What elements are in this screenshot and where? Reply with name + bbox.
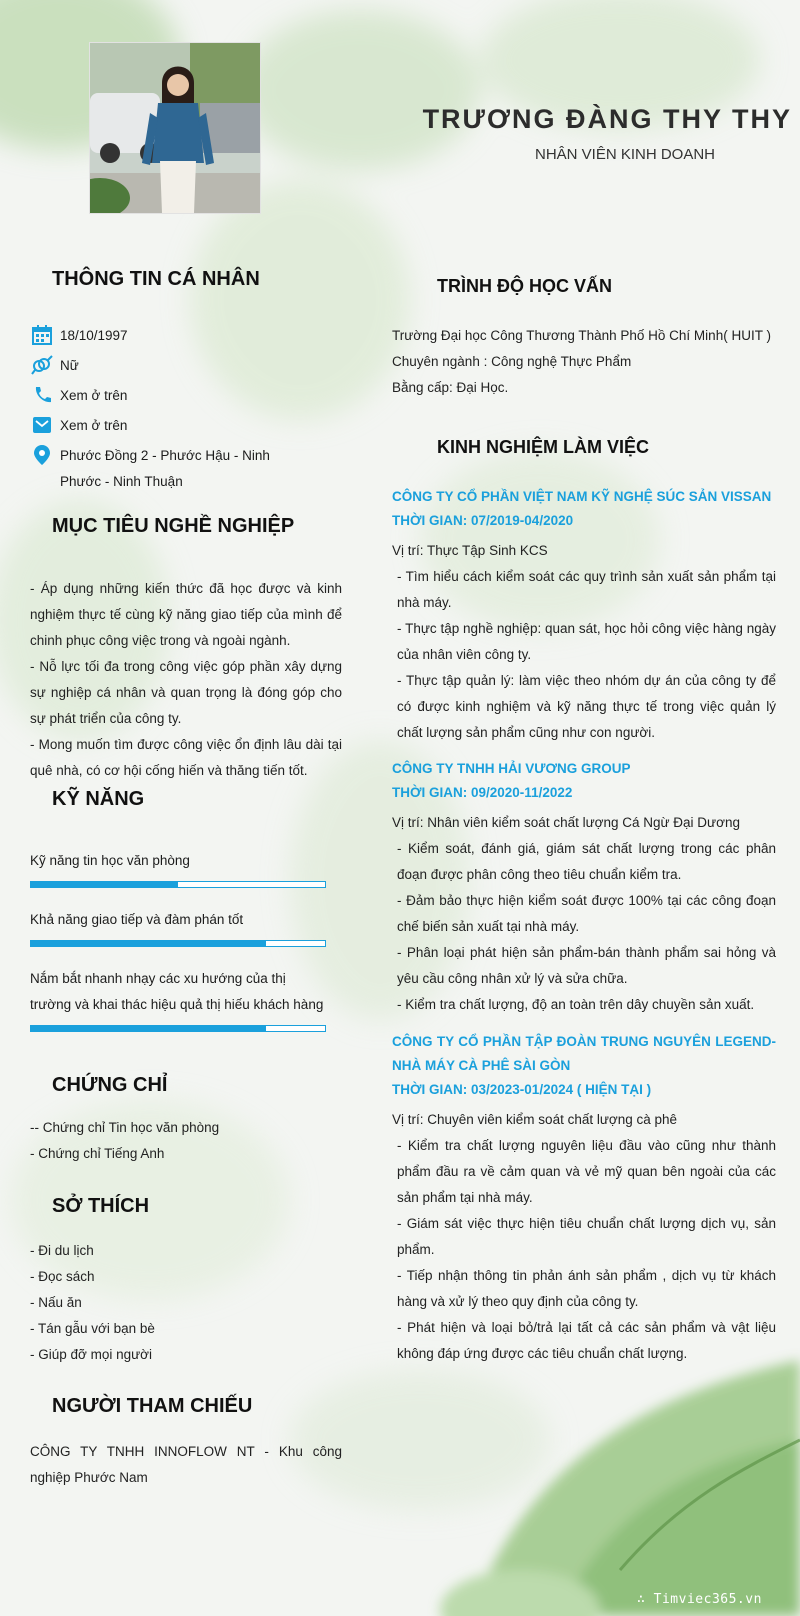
education-school: Trường Đại học Công Thương Thành Phố Hồ Chí Minh( HUIT ) (392, 328, 771, 343)
objective-text: - Áp dụng những kiến thức đã học được và kinh nghiệm thực tế cùng kỹ năng giao tiếp của mình để chinh phục công việc trong và ngoài ngành. - Nỗ lực tối đa trong công việc góp phần xây dựng sự nghiệp cá nhân và quan trọng là đóng góp cho sự phát triển của công ty. - Mong muốn tìm được công việc ổn định lâu dài tại quê nhà, có cơ hội cống hiến và thăng tiến tốt. (30, 581, 342, 778)
certificates-title: CHỨNG CHỈ (52, 1074, 168, 1096)
calendar-icon (30, 323, 54, 347)
job-entry (392, 1030, 776, 1367)
references-text: CÔNG TY TNHH INNOFLOW NT - Khu công nghiệp Phước Nam (30, 1444, 342, 1485)
personal-info-title: THÔNG TIN CÁ NHÂN (52, 268, 260, 290)
job-company: CÔNG TY CỔ PHẦN TẬP ĐOÀN TRUNG NGUYÊN LEGEND- NHÀ MÁY CÀ PHÊ SÀI GÒN (392, 1034, 776, 1073)
gender-icon (30, 353, 54, 377)
phone-value: Xem ở trên (60, 388, 128, 403)
candidate-name: TRƯƠNG ĐÀNG THY THY (422, 104, 792, 134)
skill-bar-fill (31, 882, 178, 887)
job-period: THỜI GIAN: 07/2019-04/2020 (392, 513, 574, 528)
job-duty: - Kiểm tra chất lượng nguyên liệu đầu vào cũng như thành phẩm đầu ra về cảm quan và vẻ mỹ quan bên ngoài của các sản phẩm tại nhà máy. (397, 1138, 776, 1205)
job-period: THỜI GIAN: 09/2020-11/2022 (392, 785, 573, 800)
hobby-item: - Đọc sách (30, 1269, 95, 1284)
email-icon (30, 413, 54, 437)
skill-bar-fill (31, 1026, 266, 1031)
info-email (30, 413, 310, 439)
hobby-item: - Giúp đỡ mọi người (30, 1347, 153, 1362)
job-duty: - Phân loại phát hiện sản phẩm-bán thành phẩm sai hỏng và yêu cầu công nhân xử lý và sửa chữa. (397, 945, 776, 986)
email-value: Xem ở trên (60, 418, 128, 433)
info-birthdate (30, 323, 310, 349)
job-role: Vị trí: Thực Tập Sinh KCS (392, 543, 548, 558)
watermark: ∴ Timviec365.vn (637, 1592, 762, 1607)
job-duty: - Thực tập quản lý: làm việc theo nhóm dự án của công ty để có được kinh nghiệm và kỹ năng thực tế trong việc quản lý chất lượng sản phẩm cũng như con người. (397, 673, 776, 740)
job-entry (392, 757, 776, 1018)
education-major: Chuyên ngành : Công nghệ Thực Phẩm (392, 354, 632, 369)
education-degree: Bằng cấp: Đại Học. (392, 380, 509, 395)
info-address (30, 443, 310, 495)
job-position: NHÂN VIÊN KINH DOANH (534, 146, 716, 163)
job-entry (392, 485, 776, 746)
skill-bar (30, 940, 326, 947)
address-value: Phước Đồng 2 - Phước Hậu - Ninh Phước - Ninh Thuận (60, 448, 270, 489)
job-duty: - Thực tập nghề nghiệp: quan sát, học hỏi công việc hàng ngày của nhân viên công ty. (397, 621, 776, 662)
skill-label: Kỹ năng tin học văn phòng (30, 853, 190, 868)
hobbies-title: SỞ THÍCH (52, 1195, 150, 1217)
job-duty: - Kiểm soát, đánh giá, giám sát chất lượng trong các phân đoạn được phân công theo tiêu chuẩn kiểm tra. (397, 841, 776, 882)
job-period: THỜI GIAN: 03/2023-01/2024 ( HIỆN TẠI ) (392, 1082, 652, 1097)
job-duty: - Phát hiện và loại bỏ/trả lại tất cả các sản phẩm và vật liệu không đáp ứng được các tiêu chuẩn chất lượng. (397, 1320, 776, 1361)
job-duty: - Tìm hiểu cách kiểm soát các quy trình sản xuất sản phẩm tại nhà máy. (397, 569, 776, 610)
info-gender (30, 353, 310, 379)
certificates-list (30, 1115, 342, 1167)
references-title: NGƯỜI THAM CHIẾU (52, 1395, 253, 1417)
job-role: Vị trí: Chuyên viên kiểm soát chất lượng cà phê (392, 1112, 678, 1127)
skill-label: Khả năng giao tiếp và đàm phán tốt (30, 912, 244, 927)
certificate-item: -- Chứng chỉ Tin học văn phòng (30, 1120, 220, 1135)
job-duty: - Kiểm tra chất lượng, độ an toàn trên dây chuyền sản xuất. (397, 997, 755, 1012)
hobbies-list (30, 1238, 342, 1368)
skill-bar-fill (31, 941, 266, 946)
info-phone (30, 383, 310, 409)
job-duty: - Tiếp nhận thông tin phản ánh sản phẩm , dịch vụ từ khách hàng và xử lý theo quy định của công ty. (397, 1268, 776, 1309)
job-duty: - Đảm bảo thực hiện kiểm soát được 100% tại các công đoạn chế biến sản xuất tại nhà máy. (397, 893, 776, 934)
certificate-item: - Chứng chỉ Tiếng Anh (30, 1146, 165, 1161)
job-company: CÔNG TY CỔ PHẦN VIỆT NAM KỸ NGHỆ SÚC SẢN VISSAN (392, 489, 772, 504)
skills-title: KỸ NĂNG (52, 788, 145, 810)
profile-photo (89, 42, 261, 214)
education-details (392, 323, 776, 401)
birthdate-value: 18/10/1997 (60, 328, 128, 343)
education-title: TRÌNH ĐỘ HỌC VẤN (437, 276, 612, 296)
objective-title: MỤC TIÊU NGHỀ NGHIỆP (52, 515, 295, 537)
experience-title: KINH NGHIỆM LÀM VIỆC (437, 437, 650, 457)
job-company: CÔNG TY TNHH HẢI VƯƠNG GROUP (392, 761, 631, 776)
job-duty: - Giám sát việc thực hiện tiêu chuẩn chất lượng dịch vụ, sản phẩm. (397, 1216, 776, 1257)
hobby-item: - Đi du lịch (30, 1243, 94, 1258)
skill-label: Nắm bắt nhanh nhạy các xu hướng của thị trường và khai thác hiệu quả thị hiếu khách hàng (30, 971, 324, 1012)
hobby-item: - Nấu ăn (30, 1295, 82, 1310)
job-role: Vị trí: Nhân viên kiểm soát chất lượng Cá Ngừ Đại Dương (392, 815, 740, 830)
gender-value: Nữ (60, 358, 79, 373)
location-icon (30, 443, 54, 467)
hobby-item: - Tán gẫu với bạn bè (30, 1321, 155, 1336)
skill-bar (30, 881, 326, 888)
phone-icon (30, 383, 54, 407)
skill-bar (30, 1025, 326, 1032)
